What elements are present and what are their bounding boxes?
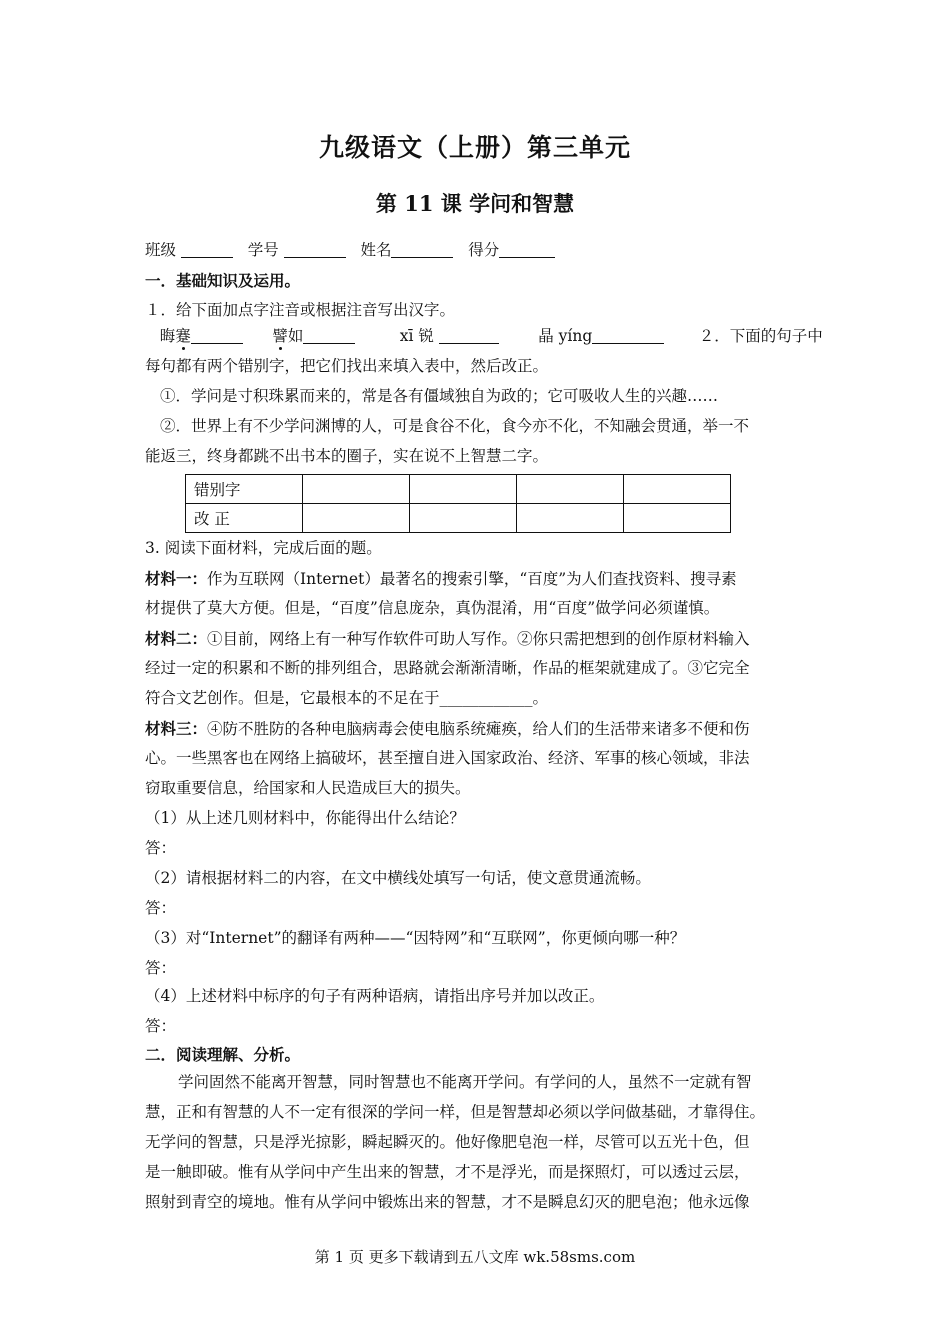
sub-question-3: （3）对“Internet”的翻译有两种——“因特网”和“互联网”，你更倾向哪一种？ xyxy=(145,929,686,947)
material3-line1 xyxy=(145,714,810,744)
section1-heading: 一．基础知识及运用。 xyxy=(145,271,301,290)
q2-sentence2-a: ②．世界上有不少学问渊博的人，可是食谷不化，食今亦不化，不知融会贯通，举一不 xyxy=(160,417,750,435)
q2-intro-rest: 每句都有两个错别字，把它们找出来填入表中，然后改正。 xyxy=(145,357,549,375)
word3-pinyin: xī 锐 xyxy=(399,327,434,345)
sub-question-4: （4）上述材料中标序的句子有两种语病，请指出序号并加以改正。 xyxy=(145,987,605,1005)
table-cell[interactable] xyxy=(410,475,517,504)
material3-text-a: ④防不胜防的各种电脑病毒会使电脑系统瘫痪，给人们的生活带来诸多不便和伤 xyxy=(207,720,750,738)
q2-sentence2-b: 能返三，终身都跳不出书本的圈子，实在说不上智慧二字。 xyxy=(145,447,549,465)
material1-line2: 材提供了莫大方便。但是，“百度”信息庞杂，真伪混淆，用“百度”做学问必须谨慎。 xyxy=(145,599,720,617)
reading-line-1: 学问固然不能离开智慧，同时智慧也不能离开学问。有学问的人，虽然不一定就有智 xyxy=(178,1073,752,1091)
table-cell[interactable] xyxy=(624,475,731,504)
material3-line3: 窃取重要信息，给国家和人民造成巨大的损失。 xyxy=(145,779,471,797)
material1-text-a: 作为互联网（Internet）最著名的搜索引擎，“百度”为人们查找资料、搜寻素 xyxy=(207,570,737,588)
word1-char-a: 晦 xyxy=(159,327,176,345)
student-info-line xyxy=(145,236,810,265)
lesson-title: 第 11 课 学问和智慧 xyxy=(375,191,575,216)
number-label: 学号 xyxy=(247,241,279,259)
number-blank[interactable] xyxy=(284,241,346,258)
table-cell[interactable] xyxy=(303,475,410,504)
table-cell[interactable] xyxy=(624,504,731,533)
answer-label-2: 答： xyxy=(145,899,177,917)
score-blank[interactable] xyxy=(499,241,555,258)
reading-line-5: 照射到青空的境地。惟有从学问中锻炼出来的智慧，才不是瞬息幻灭的肥皂泡；他永远像 xyxy=(145,1193,750,1211)
word1-dotted-char: 蹇 xyxy=(175,327,191,345)
error-correction-table xyxy=(185,474,731,533)
word2-blank[interactable] xyxy=(303,327,355,344)
word3-blank[interactable] xyxy=(439,327,499,344)
q2-sentence1: ①．学问是寸积珠累而来的，常是各有僵域独自为政的；它可吸收人生的兴趣…… xyxy=(160,387,719,405)
material2-label: 材料二： xyxy=(145,629,208,648)
q3-prompt: 3. 阅读下面材料，完成后面的题。 xyxy=(145,539,382,557)
section2-heading: 二．阅读理解、分析。 xyxy=(145,1045,301,1064)
table-cell[interactable] xyxy=(410,504,517,533)
word2-char-b: 如 xyxy=(287,327,304,345)
word1-blank[interactable] xyxy=(191,327,243,344)
class-label: 班级 xyxy=(145,241,177,259)
material1-line1 xyxy=(145,564,810,594)
class-blank[interactable] xyxy=(181,241,233,258)
table-cell[interactable] xyxy=(303,504,410,533)
name-label: 姓名 xyxy=(360,241,392,259)
q1-prompt: １．给下面加点字注音或根据注音写出汉字。 xyxy=(145,301,456,319)
table-row xyxy=(186,504,731,533)
answer-label-1: 答： xyxy=(145,839,177,857)
material2-line3: 符合文艺创作。但是，它最根本的不足在于____________。 xyxy=(145,689,549,707)
material2-text-a: ①目前，网络上有一种写作软件可助人写作。②你只需把想到的创作原材料输入 xyxy=(207,630,750,648)
wrong-char-header: 错别字 xyxy=(186,475,303,504)
q2-intro-start: ２．下面的句子中 xyxy=(698,327,823,345)
word4-pinyin: 晶 yíng xyxy=(538,327,593,345)
q1-words-line xyxy=(145,322,823,351)
material3-label: 材料三： xyxy=(145,719,208,738)
word4-blank[interactable] xyxy=(592,327,664,344)
answer-label-3: 答： xyxy=(145,959,177,977)
material2-line1 xyxy=(145,624,810,654)
reading-line-4: 是一触即破。惟有从学问中产生出来的智慧，才不是浮光，而是探照灯，可以透过云层， xyxy=(145,1163,750,1181)
answer-label-4: 答： xyxy=(145,1017,177,1035)
reading-line-2: 慧，正和有智慧的人不一定有很深的学问一样，但是智慧却必须以学问做基础，才靠得住。 xyxy=(145,1103,766,1121)
material1-label: 材料一： xyxy=(145,569,208,588)
sub-question-1: （1）从上述几则材料中，你能得出什么结论？ xyxy=(145,809,465,827)
material3-line2: 心。一些黑客也在网络上搞破坏，甚至擅自进入国家政治、经济、军事的核心领域，非法 xyxy=(145,749,750,767)
table-row xyxy=(186,475,731,504)
page-footer: 第 1 页 更多下载请到五八文库 wk.58sms.com xyxy=(314,1248,636,1266)
material2-line2: 经过一定的积累和不断的排列组合，思路就会渐渐清晰，作品的框架就建成了。③它完全 xyxy=(145,659,750,677)
correction-header: 改 正 xyxy=(186,504,303,533)
table-cell[interactable] xyxy=(517,475,624,504)
score-label: 得分 xyxy=(468,241,500,259)
document-title: 九级语文（上册）第三单元 xyxy=(318,133,631,162)
table-cell[interactable] xyxy=(517,504,624,533)
name-blank[interactable] xyxy=(391,241,453,258)
reading-line-3: 无学问的智慧，只是浮光掠影，瞬起瞬灭的。他好像肥皂泡一样，尽管可以五光十色，但 xyxy=(145,1133,750,1151)
word2-dotted-char: 譬 xyxy=(272,327,288,345)
sub-question-2: （2）请根据材料二的内容，在文中横线处填写一句话，使文意贯通流畅。 xyxy=(145,869,651,887)
